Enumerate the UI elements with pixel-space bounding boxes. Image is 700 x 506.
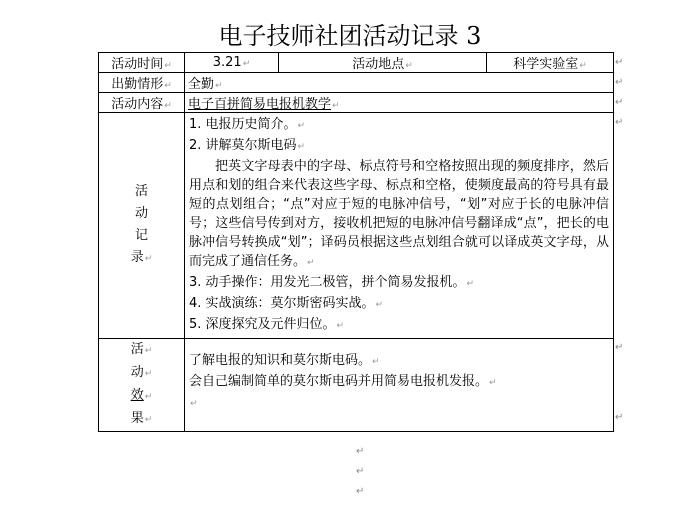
row-activity-time — [99, 53, 614, 73]
document-title: 电子技师社团活动记录 3 — [218, 22, 482, 50]
effect-label-char: 果↵ — [130, 411, 153, 426]
attendance-label-cell: 出勤情形↵ — [99, 73, 185, 93]
record-label-char: 动 — [134, 206, 148, 221]
row-attendance — [99, 73, 614, 93]
paragraph-mark: ↵ — [615, 77, 624, 88]
paragraph-mark: ↵ — [615, 97, 624, 108]
effect-line: 会自己编制简单的莫尔斯电码并用简易电报机发报。↵ — [189, 374, 497, 389]
row-record — [99, 113, 614, 339]
paragraph-mark: ↵ — [615, 342, 624, 353]
attendance-value-cell: 全勤↵ — [185, 73, 614, 93]
paragraph-mark: ↵ — [356, 446, 365, 457]
paragraph-mark: ↵ — [356, 466, 365, 477]
effect-label-char: 动↵ — [130, 365, 153, 380]
effect-line: 了解电报的知识和莫尔斯电码。↵ — [189, 353, 380, 368]
record-label-cell — [99, 113, 185, 339]
paragraph-mark: ↵ — [356, 486, 365, 497]
effect-label-cell — [99, 339, 185, 432]
content-label-cell: 活动内容↵ — [99, 93, 185, 113]
activity-record-table — [98, 52, 614, 432]
paragraph-mark: ↵ — [615, 57, 624, 68]
row-effect — [99, 339, 614, 432]
record-content-cell — [185, 113, 614, 339]
time-label-cell: 活动时间↵ — [99, 53, 185, 73]
time-value-cell: 3.21↵ — [185, 53, 279, 73]
record-label-char: 录↵ — [130, 250, 153, 265]
record-line: 1. 电报历史简介。↵ — [189, 117, 306, 132]
content-value-cell: 电子百拼简易电报机教学↵ — [185, 93, 614, 113]
record-label-char: 活 — [134, 184, 148, 199]
paragraph-mark: ↵ — [615, 412, 624, 423]
record-line: 3. 动手操作：用发光二极管，拼个简易发报机。↵ — [189, 275, 475, 290]
record-line: 4. 实战演练：莫尔斯密码实战。↵ — [189, 296, 384, 311]
effect-label-char: 活↵ — [130, 342, 153, 357]
effect-content-cell — [185, 339, 614, 432]
record-line: 2. 讲解莫尔斯电码↵ — [189, 138, 306, 153]
paragraph-mark: ↵ — [615, 117, 624, 128]
record-line: 5. 深度探究及元件归位。↵ — [189, 317, 345, 332]
place-value-cell: 科学实验室↵ — [487, 53, 614, 73]
row-content — [99, 93, 614, 113]
place-label-cell: 活动地点↵ — [279, 53, 487, 73]
record-paragraph: 把英文字母表中的字母、标点符号和空格按照出现的频度排序，然后用点和划的组合来代表这些字母、标点和空格，使频度最高的符号具有最短的点划组合；“点”对应于短的电脉冲信号，“划”对应于长的电脉冲信号；这些信号传到对方，接收机把短的电脉冲信号翻译成“点”，把长的电脉冲信号转换成“划”；译码员根据这些点划组合就可以译成英文字母，从而完成了通信任务。↵ — [189, 159, 609, 269]
effect-label-char: 效↵ — [130, 388, 153, 403]
effect-line: ↵ — [190, 399, 198, 409]
record-label-char: 记 — [134, 228, 148, 243]
